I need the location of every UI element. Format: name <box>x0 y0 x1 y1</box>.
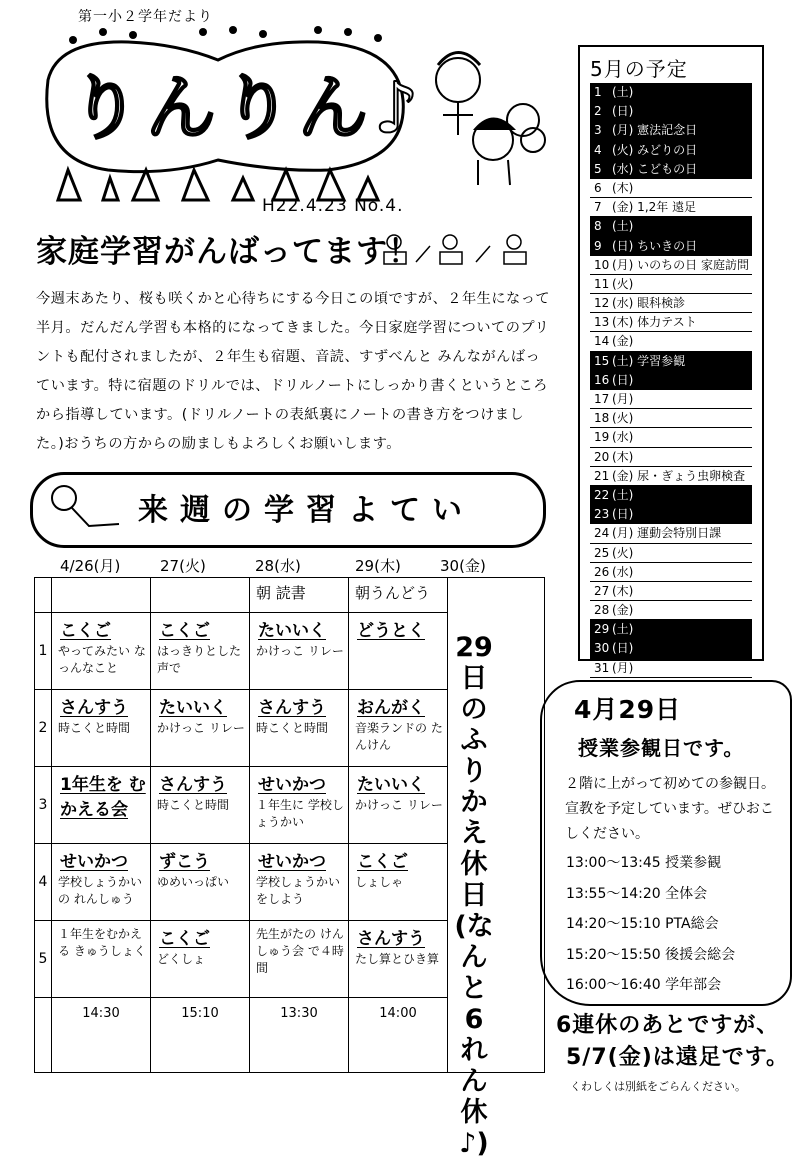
schedule-day-row <box>590 179 752 198</box>
day-label: 4/26(月) <box>60 557 121 575</box>
period-number: 1 <box>35 613 52 690</box>
schedule-day-text: (金) 尿・ぎょう虫卵検査 <box>612 468 746 483</box>
schedule-day-text: (月) いのちの日 家庭訪問 <box>612 257 749 272</box>
timetable-row: 13:55～14:20 全体会 <box>566 885 708 902</box>
schedule-cell: せいかつ １年生に 学校しょうかい <box>250 767 349 844</box>
schedule-day-row <box>590 448 752 467</box>
schedule-cell: せいかつ 学校しょうかいをしよう <box>250 844 349 921</box>
schedule-day-number: 30 <box>594 641 610 656</box>
schedule-day-row <box>590 256 752 275</box>
schedule-day-number: 25 <box>594 545 610 560</box>
period-number <box>35 578 52 613</box>
friday-holiday-note: 29日のふりかえ休日(なんと6れん休♪) <box>454 632 494 1159</box>
schedule-day-text: (火) みどりの日 <box>612 142 698 157</box>
schedule-day-number: 9 <box>594 238 602 253</box>
schedule-day-text: (日) <box>612 641 634 656</box>
schedule-day-row <box>590 486 752 505</box>
schedule-day-number: 7 <box>594 200 602 215</box>
schedule-cell: おんがく 音楽ランドの たんけん <box>349 690 448 767</box>
schedule-day-row <box>590 160 752 179</box>
family-study-text: 今週末あたり、桜も咲くかと心待ちにする今日この頃ですが、２年生になって半月。だんだん学習も本格的になってきました。今日家庭学習についてのプリントも配付されましたが、２年生も宿題、音読、すずべんと みんながんばっています。特に宿題のドリルでは、ドリルノートにしっかり書くというところから指導しています。(ドリルノートの表紙裏にノートの書き方をつけました。)おうちの方からの励ましもよろしくお願いします。 <box>36 291 551 452</box>
schedule-cell: こくご はっきりとした 声で <box>151 613 250 690</box>
open-class-timetable <box>566 852 781 1005</box>
schedule-day-row <box>590 467 752 486</box>
schedule-day-row <box>590 237 752 256</box>
schedule-day-text: (水) <box>612 564 634 579</box>
holiday-notice: 6連休のあとですが、 <box>556 1013 780 1038</box>
schedule-day-number: 28 <box>594 603 610 618</box>
schedule-day-row <box>590 505 752 524</box>
schedule-day-text: (土) <box>612 219 634 234</box>
schedule-cell: さんすう 時こくと時間 <box>52 690 151 767</box>
period-number: 3 <box>35 767 52 844</box>
schedule-cell: たいいく かけっこ リレー <box>151 690 250 767</box>
morning-cell: 朝うんどう <box>349 578 448 613</box>
schedule-day-text: (水) こどもの日 <box>612 161 698 176</box>
timetable-row: 15:20～15:50 後援会総会 <box>566 946 736 963</box>
study-kids-icon <box>380 232 540 268</box>
schedule-day-number: 19 <box>594 430 610 445</box>
schedule-cell: １年生をむかえる きゅうしょく <box>52 921 151 998</box>
schedule-day-number: 20 <box>594 449 610 464</box>
schedule-cell: こくご どくしょ <box>151 921 250 998</box>
schedule-day-row <box>590 582 752 601</box>
schedule-day-row <box>590 294 752 313</box>
schedule-day-number: 29 <box>594 622 610 637</box>
day-label: 27(火) <box>160 557 206 575</box>
schedule-day-text: (金) <box>612 334 634 349</box>
schedule-day-text: (土) <box>612 85 634 99</box>
schedule-day-row <box>590 141 752 160</box>
day-label: 30(金) <box>440 557 486 575</box>
schedule-cell: こくご やってみたい なっんなこと <box>52 613 151 690</box>
schedule-day-text: (木) <box>612 180 634 195</box>
schedule-day-number: 26 <box>594 564 610 579</box>
schedule-cell: さんすう たし算とひき算 <box>349 921 448 998</box>
schedule-day-number: 8 <box>594 219 602 234</box>
schedule-day-number: 12 <box>594 296 610 311</box>
schedule-day-text: (月) <box>612 660 634 675</box>
schedule-day-number: 5 <box>594 161 602 176</box>
schedule-day-number: 16 <box>594 372 610 387</box>
schedule-day-text: (金) 1,2年 遠足 <box>612 200 697 215</box>
magnifier-hand-icon <box>44 478 124 538</box>
excursion-notice: 5/7(金)は遠足です。 <box>566 1045 790 1070</box>
schedule-day-row <box>590 102 752 121</box>
schedule-day-row <box>590 639 752 658</box>
schedule-cell: さんすう 時こくと時間 <box>151 767 250 844</box>
schedule-day-row <box>590 409 752 428</box>
schedule-day-row <box>590 275 752 294</box>
newsletter-title: りんりん♪ <box>70 67 425 149</box>
dismissal-time: 14:30 <box>52 998 151 1073</box>
weekday-labels <box>0 555 540 575</box>
schedule-day-text: (日) <box>612 104 634 119</box>
schedule-cell: せいかつ 学校しょうかいの れんしゅう <box>52 844 151 921</box>
next-week-heading: 来週の学習よてい <box>138 493 474 528</box>
schedule-day-text: (土) <box>612 622 634 637</box>
timetable-row: 16:00～16:40 学年部会 <box>566 977 722 993</box>
schedule-day-text: (土) <box>612 487 634 502</box>
schedule-cell: たいいく かけっこ リレー <box>349 767 448 844</box>
schedule-day-number: 18 <box>594 411 610 426</box>
schedule-day-number: 22 <box>594 487 610 502</box>
schedule-day-number: 31 <box>594 660 610 675</box>
issue-date-number: H22.4.23 No.4. <box>262 196 404 216</box>
schedule-day-number: 1 <box>594 85 602 99</box>
schedule-day-text: (水) 眼科検診 <box>612 296 686 311</box>
schedule-cell: さんすう 時こくと時間 <box>250 690 349 767</box>
schedule-day-number: 10 <box>594 257 610 272</box>
schedule-day-text: (火) <box>612 545 634 560</box>
schedule-day-row <box>590 659 752 678</box>
schedule-day-number: 4 <box>594 142 602 157</box>
schedule-day-text: (木) 体力テスト <box>612 315 697 330</box>
details-note: くわしくは別紙をごらんください。 <box>570 1080 746 1093</box>
schedule-day-row <box>590 544 752 563</box>
day-label: 29(木) <box>355 557 401 575</box>
schedule-day-text: (火) <box>612 276 634 291</box>
schedule-day-row <box>590 524 752 543</box>
schedule-day-number: 13 <box>594 315 610 330</box>
schedule-day-text: (火) <box>612 411 634 426</box>
open-class-date: 4月29日 <box>574 695 682 724</box>
may-schedule-list <box>590 83 752 678</box>
schedule-day-number: 23 <box>594 507 610 522</box>
period-number <box>35 998 52 1073</box>
schedule-day-number: 21 <box>594 468 610 483</box>
schedule-cell: 先生がたの けんしゅう会 で４時間 <box>250 921 349 998</box>
schedule-day-number: 2 <box>594 104 602 119</box>
schedule-day-number: 3 <box>594 123 602 138</box>
schedule-day-row <box>590 352 752 371</box>
morning-cell <box>151 578 250 613</box>
schedule-day-text: (金) <box>612 603 634 618</box>
schedule-day-number: 15 <box>594 353 610 368</box>
open-class-subtitle: 授業参観日です。 <box>578 736 745 760</box>
schedule-cell: 1年生を むかえる会 <box>52 767 151 844</box>
schedule-day-row <box>590 217 752 236</box>
day-label: 28(水) <box>255 557 301 575</box>
period-number: 4 <box>35 844 52 921</box>
schedule-day-text: (日) <box>612 507 634 522</box>
morning-cell: 朝 読書 <box>250 578 349 613</box>
dismissal-time: 13:30 <box>250 998 349 1073</box>
schedule-day-text: (月) 憲法記念日 <box>612 123 698 138</box>
schedule-day-row <box>590 390 752 409</box>
schedule-day-text: (水) <box>612 430 634 445</box>
period-number: 5 <box>35 921 52 998</box>
schedule-day-text: (月) 運動会特別日課 <box>612 526 722 541</box>
schedule-cell: こくご しょしゃ <box>349 844 448 921</box>
schedule-day-number: 11 <box>594 276 610 291</box>
schedule-day-text: (木) <box>612 449 634 464</box>
dismissal-time: 14:00 <box>349 998 448 1073</box>
schedule-day-row <box>590 198 752 217</box>
may-schedule-title: 5月の予定 <box>590 57 688 81</box>
timetable-row: 13:00～13:45 授業参観 <box>566 855 722 871</box>
family-study-heading: 家庭学習がんばってます！ <box>36 234 420 270</box>
schedule-day-number: 6 <box>594 180 602 195</box>
schedule-day-row <box>590 121 752 140</box>
schedule-day-row <box>590 83 752 102</box>
schedule-day-row <box>590 332 752 351</box>
schedule-day-row <box>590 313 752 332</box>
schedule-day-text: (土) 学習参観 <box>612 353 686 368</box>
dismissal-time: 15:10 <box>151 998 250 1073</box>
period-number: 2 <box>35 690 52 767</box>
schedule-cell: どうとく <box>349 613 448 690</box>
schedule-cell: たいいく かけっこ リレー <box>250 613 349 690</box>
newsletter-subtitle: 第一小２学年だより <box>78 9 213 25</box>
schedule-day-row <box>590 428 752 447</box>
schedule-day-text: (日) <box>612 372 634 387</box>
schedule-day-number: 24 <box>594 526 610 541</box>
schedule-day-number: 27 <box>594 583 610 598</box>
schedule-day-number: 14 <box>594 334 610 349</box>
schedule-day-row <box>590 601 752 620</box>
schedule-day-row <box>590 620 752 639</box>
open-class-text: ２階に上がって初めての参観日。宣教を予定しています。ぜひおこしください。 <box>565 776 775 842</box>
morning-cell <box>52 578 151 613</box>
children-illustration <box>418 20 548 190</box>
timetable-row: 14:20～15:10 PTA総会 <box>566 916 719 932</box>
schedule-day-text: (月) <box>612 392 634 406</box>
schedule-cell: ずこう ゆめいっぱい <box>151 844 250 921</box>
schedule-day-row <box>590 563 752 582</box>
schedule-day-number: 17 <box>594 392 610 406</box>
schedule-day-text: (日) ちいきの日 <box>612 238 698 253</box>
schedule-day-row <box>590 371 752 390</box>
schedule-day-text: (木) <box>612 583 634 598</box>
